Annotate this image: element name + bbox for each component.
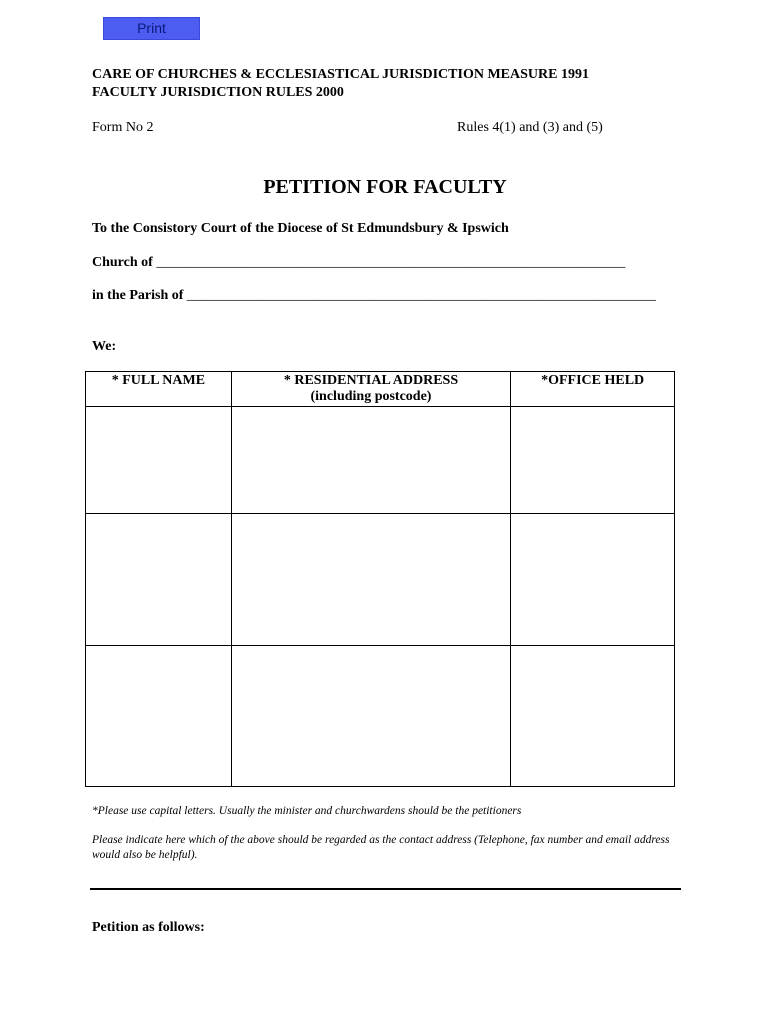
page-title: PETITION FOR FACULTY xyxy=(263,176,507,198)
table-row xyxy=(86,646,675,787)
rules-heading: FACULTY JURISDICTION RULES 2000 xyxy=(92,85,344,100)
office-cell[interactable] xyxy=(511,646,675,787)
table-row xyxy=(86,407,675,514)
church-of-blank[interactable]: ___________________________________________________________________ xyxy=(156,255,626,270)
full-name-cell[interactable] xyxy=(86,646,232,787)
petitioners-table xyxy=(85,371,675,787)
measure-heading: CARE OF CHURCHES & ECCLESIASTICAL JURISDICTION MEASURE 1991 xyxy=(92,67,589,82)
print-button[interactable]: Print xyxy=(103,17,200,40)
full-name-header: * FULL NAME xyxy=(86,372,232,407)
full-name-cell[interactable] xyxy=(86,514,232,646)
contact-address-note: Please indicate here which of the above should be regarded as the contact address (Telephone, fax number and email address would also be helpful). xyxy=(92,834,670,861)
addressee-line: To the Consistory Court of the Diocese of St Edmundsbury & Ipswich xyxy=(92,221,509,236)
table-row xyxy=(86,514,675,646)
form-number: Form No 2 xyxy=(92,120,154,135)
petition-label: Petition as follows: xyxy=(92,920,205,935)
address-header-line1: * RESIDENTIAL ADDRESS xyxy=(283,373,459,388)
address-cell[interactable] xyxy=(231,514,511,646)
address-cell[interactable] xyxy=(231,646,511,787)
office-held-header: *OFFICE HELD xyxy=(511,372,675,407)
capital-letters-note: *Please use capital letters. Usually the minister and churchwardens should be the petitioners xyxy=(92,805,522,817)
office-cell[interactable] xyxy=(511,514,675,646)
church-of-field xyxy=(92,255,625,271)
rules-reference: Rules 4(1) and (3) and (5) xyxy=(457,120,603,135)
we-label: We: xyxy=(92,339,117,354)
address-header-line2: (including postcode) xyxy=(310,389,432,404)
parish-of-field xyxy=(92,288,656,304)
office-cell[interactable] xyxy=(511,407,675,514)
parish-of-label: in the Parish of xyxy=(92,288,184,303)
address-cell[interactable] xyxy=(231,407,511,514)
parish-of-blank[interactable]: ___________________________________________________________________ xyxy=(186,288,656,303)
table-header-row xyxy=(86,372,675,407)
church-of-label: Church of xyxy=(92,255,153,270)
full-name-cell[interactable] xyxy=(86,407,232,514)
residential-address-header xyxy=(231,372,511,407)
section-divider xyxy=(90,888,681,890)
